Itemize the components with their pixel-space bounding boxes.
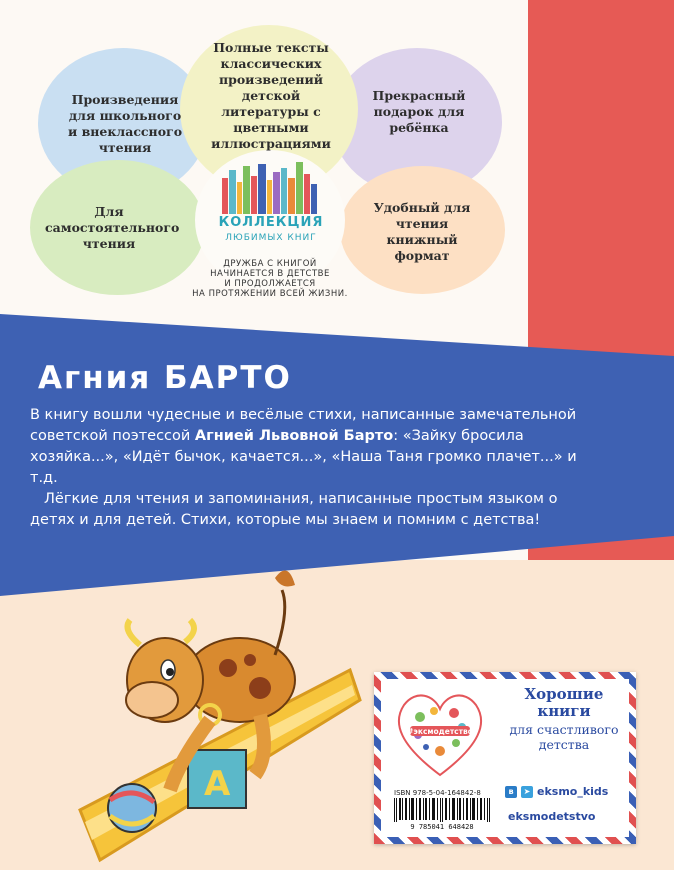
- author-name: Агния БАРТО: [38, 360, 292, 396]
- site-link[interactable]: [508, 810, 595, 823]
- collection-subtitle: ЛЮБИМЫХ КНИГ: [225, 233, 317, 243]
- tagline-line: НА ПРОТЯЖЕНИИ ВСЕЙ ЖИЗНИ.: [192, 289, 348, 299]
- vk-icon[interactable]: в: [505, 786, 517, 798]
- description-paragraph-1: [30, 405, 590, 489]
- petal-text-school: Произведения для школьного и внеклассного чтения: [67, 92, 183, 155]
- books-logo-icon: [220, 160, 320, 215]
- tagline-line: НАЧИНАЕТСЯ В ДЕТСТВЕ: [210, 269, 330, 279]
- bull-illustration: [60, 560, 380, 870]
- barcode: [392, 798, 494, 830]
- description-text: Лёгкие для чтения и запоминания, написанные простым языком о детях и для детей. Стихи, которые мы знаем и помним с детства!: [30, 491, 558, 528]
- description-text: : «Зайку бросила хозяйка...», «Идёт бычок, качается...», «Наша Таня громко плачет...» и т.д.: [30, 428, 577, 486]
- barcode-digits: 9 785041 648428: [410, 823, 474, 830]
- author-full-name: Агнией Львовной Барто: [194, 428, 394, 444]
- petal-text-self-reading: Для самостоятельного чтения: [45, 204, 180, 251]
- card-subline: для счастливого детства: [509, 722, 619, 752]
- description-text: В книгу вошли чудесные и весёлые стихи, написанные замечательной советской поэтессой: [30, 407, 577, 444]
- svg-text:A: A: [204, 764, 231, 804]
- collection-title: КОЛЛЕКЦИЯ: [218, 215, 324, 230]
- telegram-icon[interactable]: ➤: [521, 786, 533, 798]
- social-handle-text: eksmo_kids: [537, 785, 609, 798]
- isbn-text: ISBN 978-5-04-164842-8: [394, 789, 481, 797]
- book-description: [30, 405, 590, 531]
- heart-label: #эксмодетство: [407, 727, 473, 736]
- tagline-line: И ПРОДОЛЖАЕТСЯ: [224, 279, 316, 289]
- collection-tagline: [180, 259, 360, 299]
- social-handle[interactable]: [505, 785, 608, 798]
- petal-text-classics: Полные тексты классических произведений детской литературы с цветными иллюстрациями: [211, 40, 331, 151]
- description-paragraph-2: [30, 489, 590, 531]
- petal-text-gift: Прекрасный подарок для ребёнка: [372, 88, 466, 135]
- petal-text-format: Удобный для чтения книжный формат: [373, 200, 471, 263]
- site-link-text: eksmodetstvo: [508, 810, 596, 823]
- tagline-line: ДРУЖБА С КНИГОЙ: [223, 259, 317, 269]
- heart-logo-icon: [390, 683, 490, 783]
- card-headline: Хорошие книги: [524, 685, 604, 720]
